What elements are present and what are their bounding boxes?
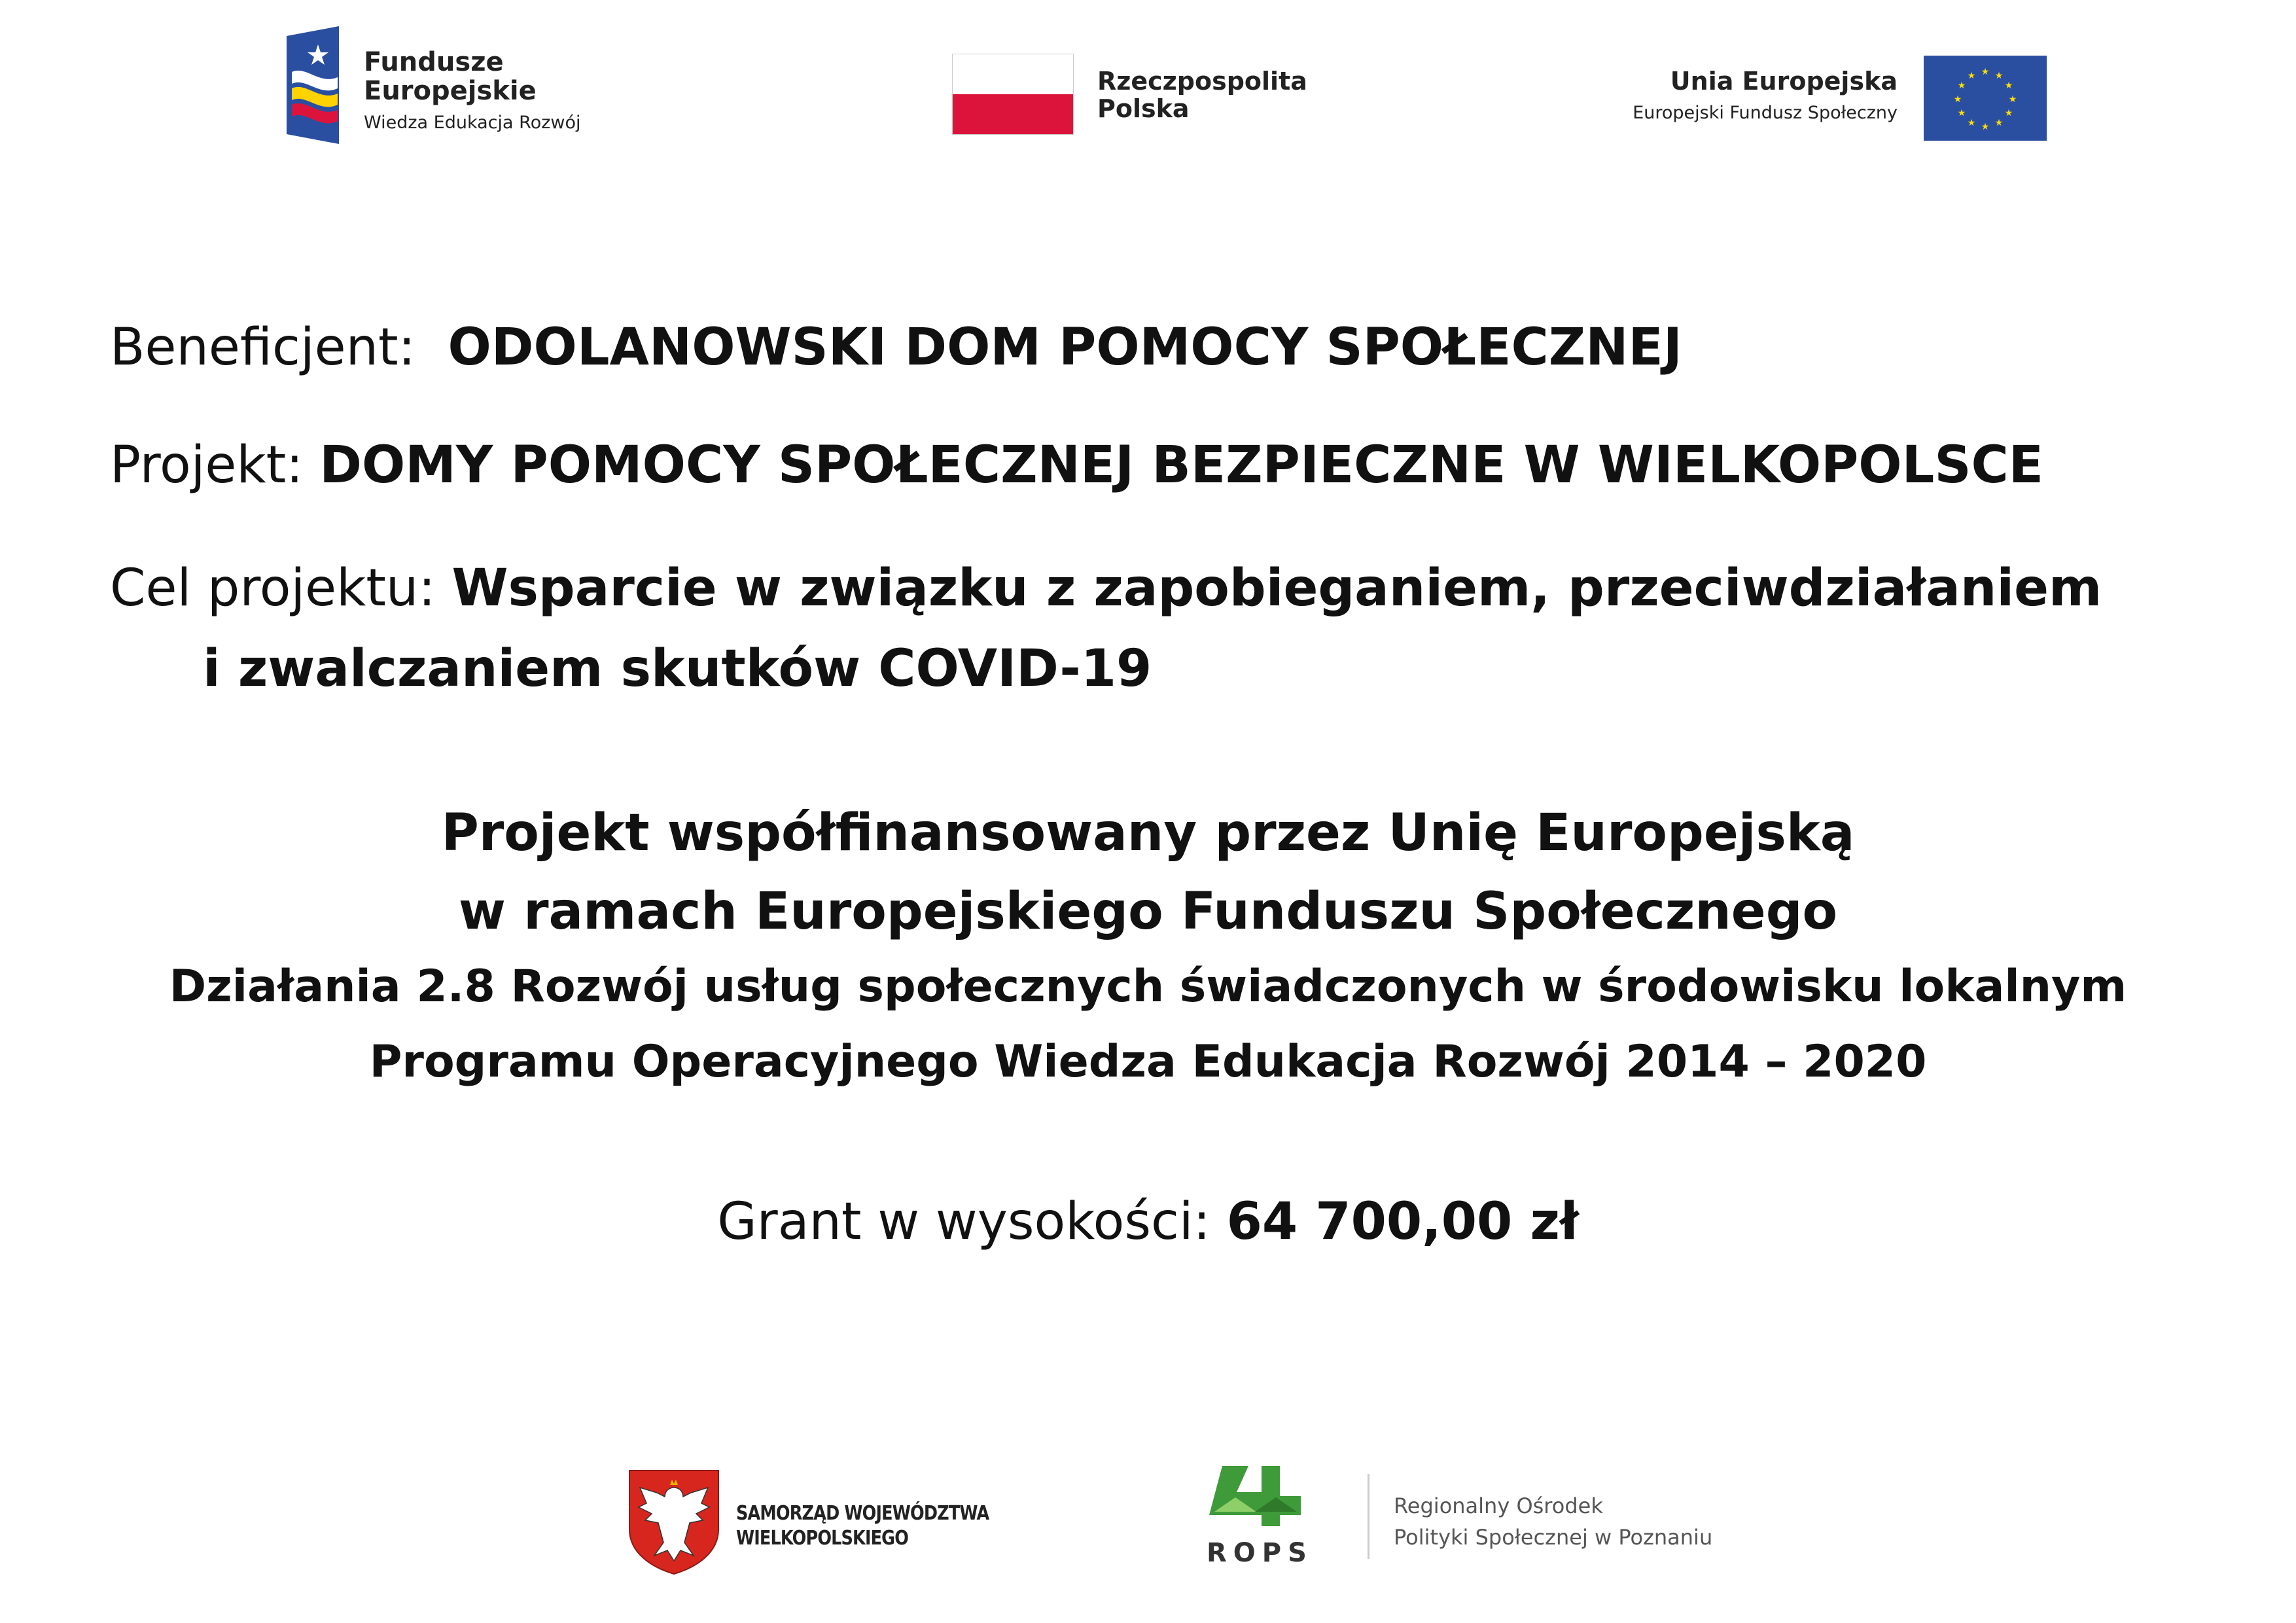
samorzad-line1: SAMORZĄD WOJEWÓDZTWA xyxy=(736,1502,989,1525)
grant-value: 64 700,00 zł xyxy=(1226,1192,1579,1251)
svg-text:★: ★ xyxy=(1967,71,1976,81)
grant-line xyxy=(0,1192,2296,1251)
goal-value-line2: i zwalczaniem skutków COVID-19 xyxy=(203,639,1152,698)
samorzad-wojewodztwa-logo xyxy=(628,1469,995,1577)
funding-line-1: Projekt współfinansowany przez Unię Europejską xyxy=(441,804,1855,863)
svg-text:★: ★ xyxy=(2008,94,2017,105)
grant-label: Grant w wysokości: xyxy=(717,1192,1210,1251)
fe-line2: Europejskie xyxy=(364,76,537,106)
svg-text:★: ★ xyxy=(1994,118,2004,128)
rops-acronym: ROPS xyxy=(1207,1538,1313,1568)
rops-line2: Polityki Społecznej w Poznaniu xyxy=(1394,1525,1713,1550)
beneficiary-label: Beneficjent: xyxy=(110,318,415,377)
samorzad-line2: WIELKOPOLSKIEGO xyxy=(736,1527,909,1550)
polish-flag-icon xyxy=(952,54,1074,135)
svg-text:★: ★ xyxy=(1994,71,2004,81)
rops-line1: Regionalny Ośrodek xyxy=(1394,1493,1603,1518)
fundusze-europejskie-logo xyxy=(280,26,607,147)
svg-text:★: ★ xyxy=(1957,80,1966,91)
beneficiary-line xyxy=(110,318,1682,377)
svg-text:★: ★ xyxy=(1981,67,1990,77)
fe-line3: Wiedza Edukacja Rozwój xyxy=(364,113,581,133)
goal-label: Cel projektu: xyxy=(110,559,436,618)
rp-line1: Rzeczpospolita xyxy=(1097,67,1307,96)
svg-text:★: ★ xyxy=(2004,108,2013,118)
ue-line1: Unia Europejska xyxy=(1670,67,1898,96)
goal-value-line1: Wsparcie w związku z zapobieganiem, przeciwdziałaniem xyxy=(451,559,2102,618)
svg-text:★: ★ xyxy=(1981,122,1990,132)
beneficiary-value: ODOLANOWSKI DOM POMOCY SPOŁECZNEJ xyxy=(448,318,1682,377)
project-label: Projekt: xyxy=(110,436,304,495)
project-line xyxy=(110,436,2044,495)
fundusze-europejskie-emblem-icon xyxy=(280,26,345,144)
eu-flag-icon xyxy=(1924,56,2047,141)
goal-line-2 xyxy=(203,639,1152,698)
ue-line2: Europejski Fundusz Społeczny xyxy=(1633,103,1898,123)
funding-line-4: Programu Operacyjnego Wiedza Edukacja Rozwój 2014 – 2020 xyxy=(369,1036,1927,1088)
rops-divider xyxy=(1368,1474,1369,1559)
goal-line xyxy=(110,559,2102,618)
rzeczpospolita-polska-logo xyxy=(952,54,1318,142)
rops-logo xyxy=(1203,1466,1726,1574)
funding-line-3: Działania 2.8 Rozwój usług społecznych świadczonych w środowisku lokalnym xyxy=(169,961,2127,1012)
rops-emblem-icon xyxy=(1203,1466,1307,1538)
fe-line1: Fundusze xyxy=(364,47,504,77)
funding-line-2: w ramach Europejskiego Funduszu Społecznego xyxy=(458,882,1838,941)
project-value: DOMY POMOCY SPOŁECZNEJ BEZPIECZNE W WIELKOPOLSCE xyxy=(319,436,2044,495)
svg-text:★: ★ xyxy=(1967,118,1976,128)
svg-text:★: ★ xyxy=(2004,80,2013,91)
rp-line2: Polska xyxy=(1097,94,1190,123)
svg-text:★: ★ xyxy=(1953,94,1962,105)
unia-europejska-logo xyxy=(1610,56,2055,144)
wielkopolska-coat-of-arms-icon xyxy=(628,1469,720,1575)
svg-text:★: ★ xyxy=(1957,108,1966,118)
